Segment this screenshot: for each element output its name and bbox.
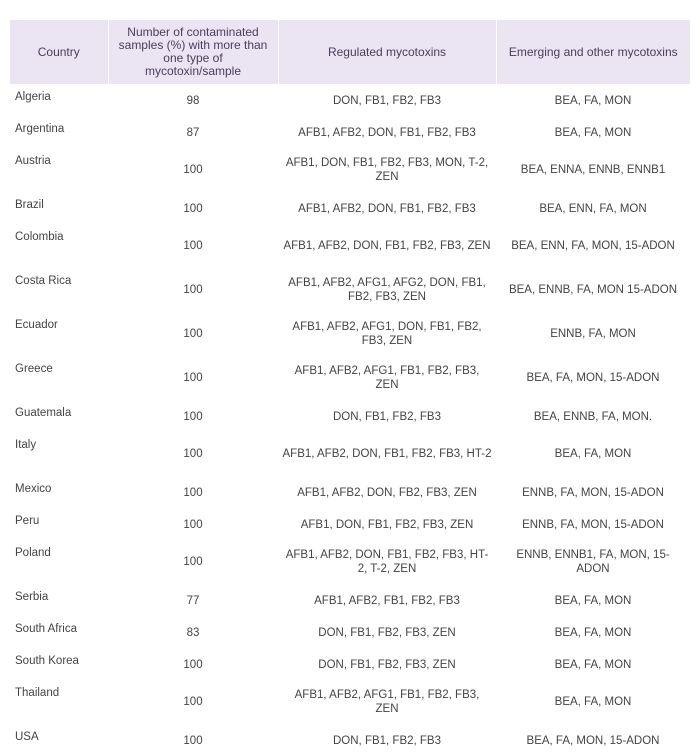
regulated-cell: DON, FB1, FB2, FB3 — [333, 735, 441, 747]
emerging-cell: BEA, ENN, FA, MON — [539, 203, 647, 215]
number-cell: 100 — [183, 556, 203, 568]
header-emerging-mycotoxins: Emerging and other mycotoxins — [496, 20, 690, 84]
table-row — [10, 584, 690, 616]
number-cell: 100 — [183, 519, 203, 531]
table-row — [10, 356, 690, 400]
regulated-cell: AFB1, AFB2, DON, FB1, FB2, FB3 — [298, 127, 476, 139]
number-cell: 100 — [183, 203, 203, 215]
emerging-cell: BEA, FA, MON, 15-ADON — [526, 735, 660, 747]
regulated-cell: AFB1, AFB2, DON, FB1, FB2, FB3, HT-2, T-2, ZEN — [285, 549, 489, 575]
number-cell: 100 — [183, 284, 203, 296]
table-row — [10, 224, 690, 268]
table-row — [10, 540, 690, 584]
emerging-cell: BEA, FA, MON — [554, 595, 632, 607]
table-row — [10, 648, 690, 680]
country-cell: Mexico — [15, 483, 52, 495]
table-row — [10, 312, 690, 356]
table-row — [10, 680, 690, 724]
country-cell: Costa Rica — [15, 275, 72, 287]
regulated-cell: AFB1, DON, FB1, FB2, FB3, MON, T-2, ZEN — [285, 157, 489, 183]
country-cell: Serbia — [15, 591, 49, 603]
regulated-cell: DON, FB1, FB2, FB3 — [333, 95, 441, 107]
regulated-cell: AFB1, AFB2, FB1, FB2, FB3 — [314, 595, 460, 607]
regulated-cell: AFB1, AFB2, AFG1, FB1, FB2, FB3, ZEN — [294, 689, 480, 715]
country-cell: Ecuador — [15, 319, 58, 331]
country-cell: Guatemala — [15, 407, 72, 419]
table-row — [10, 268, 690, 312]
emerging-cell: BEA, FA, MON — [554, 659, 632, 671]
emerging-cell: BEA, FA, MON — [554, 696, 632, 708]
regulated-cell: DON, FB1, FB2, FB3 — [333, 411, 441, 423]
number-cell: 100 — [183, 487, 203, 499]
country-cell: Peru — [15, 515, 40, 527]
country-cell: Algeria — [15, 91, 51, 103]
number-cell: 100 — [183, 411, 203, 423]
header-row — [10, 20, 690, 84]
number-cell: 100 — [183, 659, 203, 671]
number-cell: 100 — [183, 164, 203, 176]
mycotoxin-table — [10, 20, 690, 756]
number-cell: 87 — [186, 127, 200, 139]
number-cell: 100 — [183, 240, 203, 252]
country-cell: Greece — [15, 363, 53, 375]
number-cell: 100 — [183, 448, 203, 460]
table-row — [10, 432, 690, 476]
country-cell: South Africa — [15, 623, 78, 635]
country-cell: USA — [15, 731, 39, 743]
number-cell: 77 — [186, 595, 200, 607]
table-row — [10, 116, 690, 148]
header-country: Country — [10, 20, 108, 84]
table-row — [10, 148, 690, 192]
emerging-cell: BEA, ENNB, FA, MON 15-ADON — [508, 284, 678, 296]
regulated-cell: AFB1, AFB2, AFG1, AFG2, DON, FB1, FB2, FB3, ZEN — [288, 277, 486, 303]
table-row — [10, 192, 690, 224]
country-cell: Italy — [15, 439, 37, 451]
regulated-cell: AFB1, DON, FB1, FB2, FB3, ZEN — [300, 519, 474, 531]
table-row — [10, 724, 690, 756]
emerging-cell: BEA, ENNA, ENNB, ENNB1 — [520, 164, 666, 176]
table-row — [10, 84, 690, 116]
emerging-cell: ENNB, FA, MON, 15-ADON — [522, 487, 664, 499]
number-cell: 100 — [183, 372, 203, 384]
emerging-cell: BEA, FA, MON — [554, 95, 632, 107]
emerging-cell: BEA, ENNB, FA, MON. — [533, 411, 653, 423]
table-row — [10, 476, 690, 508]
regulated-cell: DON, FB1, FB2, FB3, ZEN — [318, 627, 456, 639]
number-cell: 83 — [186, 627, 200, 639]
emerging-cell: ENNB, FA, MON, 15-ADON — [522, 519, 664, 531]
table-header — [10, 20, 690, 84]
number-cell: 100 — [183, 696, 203, 708]
number-cell: 100 — [183, 735, 203, 747]
emerging-cell: BEA, FA, MON, 15-ADON — [526, 372, 660, 384]
country-cell: South Korea — [15, 655, 79, 667]
country-cell: Thailand — [15, 687, 60, 699]
country-cell: Austria — [15, 155, 51, 167]
regulated-cell: DON, FB1, FB2, FB3, ZEN — [318, 659, 456, 671]
table-body — [10, 84, 690, 756]
emerging-cell: BEA, ENN, FA, MON, 15-ADON — [511, 240, 675, 252]
emerging-cell: BEA, FA, MON — [554, 127, 632, 139]
emerging-cell: ENNB, ENNB1, FA, MON, 15-ADON — [516, 549, 670, 575]
country-cell: Argentina — [15, 123, 65, 135]
regulated-cell: AFB1, AFB2, DON, FB1, FB2, FB3 — [298, 203, 476, 215]
country-cell: Colombia — [15, 231, 64, 243]
country-cell: Poland — [15, 547, 51, 559]
header-regulated-mycotoxins: Regulated mycotoxins — [278, 20, 496, 84]
country-cell: Brazil — [15, 199, 44, 211]
mycotoxin-table-container — [10, 20, 690, 756]
table-row — [10, 508, 690, 540]
regulated-cell: AFB1, AFB2, DON, FB2, FB3, ZEN — [297, 487, 477, 499]
regulated-cell: AFB1, AFB2, DON, FB1, FB2, FB3, HT-2 — [282, 448, 492, 460]
regulated-cell: AFB1, AFB2, AFG1, FB1, FB2, FB3, ZEN — [294, 365, 480, 391]
number-cell: 100 — [183, 328, 203, 340]
emerging-cell: BEA, FA, MON — [554, 448, 632, 460]
table-row — [10, 616, 690, 648]
number-cell: 98 — [186, 95, 200, 107]
table-row — [10, 400, 690, 432]
emerging-cell: BEA, FA, MON — [554, 627, 632, 639]
regulated-cell: AFB1, AFB2, DON, FB1, FB2, FB3, ZEN — [283, 240, 491, 252]
emerging-cell: ENNB, FA, MON — [550, 328, 636, 340]
header-number-contaminated: Number of contaminated samples (%) with more than one type of mycotoxin/sample — [108, 20, 278, 84]
regulated-cell: AFB1, AFB2, AFG1, DON, FB1, FB2, FB3, ZEN — [292, 321, 482, 347]
